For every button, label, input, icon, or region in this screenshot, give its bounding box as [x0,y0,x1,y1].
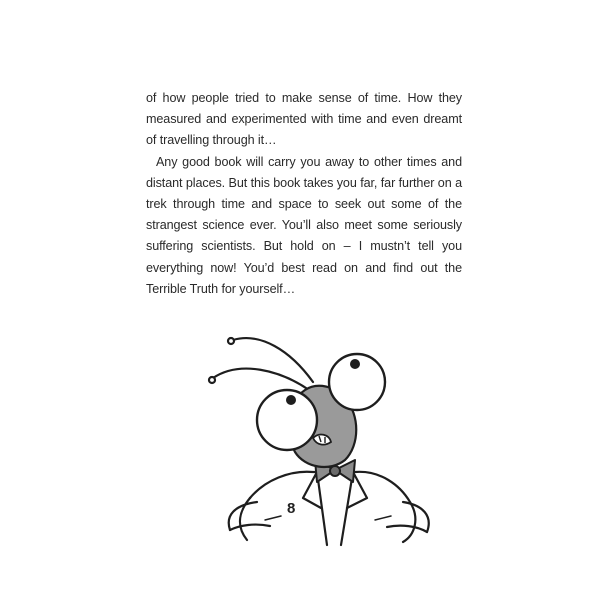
cockroach-scientist-cartoon-icon [195,320,445,550]
paragraph-intro: Any good book will carry you away to other times and distant places. But this book takes you far, far further on a trek through time and space to seek out some of the strangest science ever. You’ll also meet some seriously suffering scientists. But hold on – I mustn’t tell you everything now! You’d best read on and find out the Terrible Truth for yourself… [146,154,462,296]
body-text [146,88,462,300]
page-number: 8 [287,500,296,517]
paragraph-continued: of how people tried to make sense of time. How they measured and experimented with time and even dreamt of travelling through it… [146,91,462,148]
